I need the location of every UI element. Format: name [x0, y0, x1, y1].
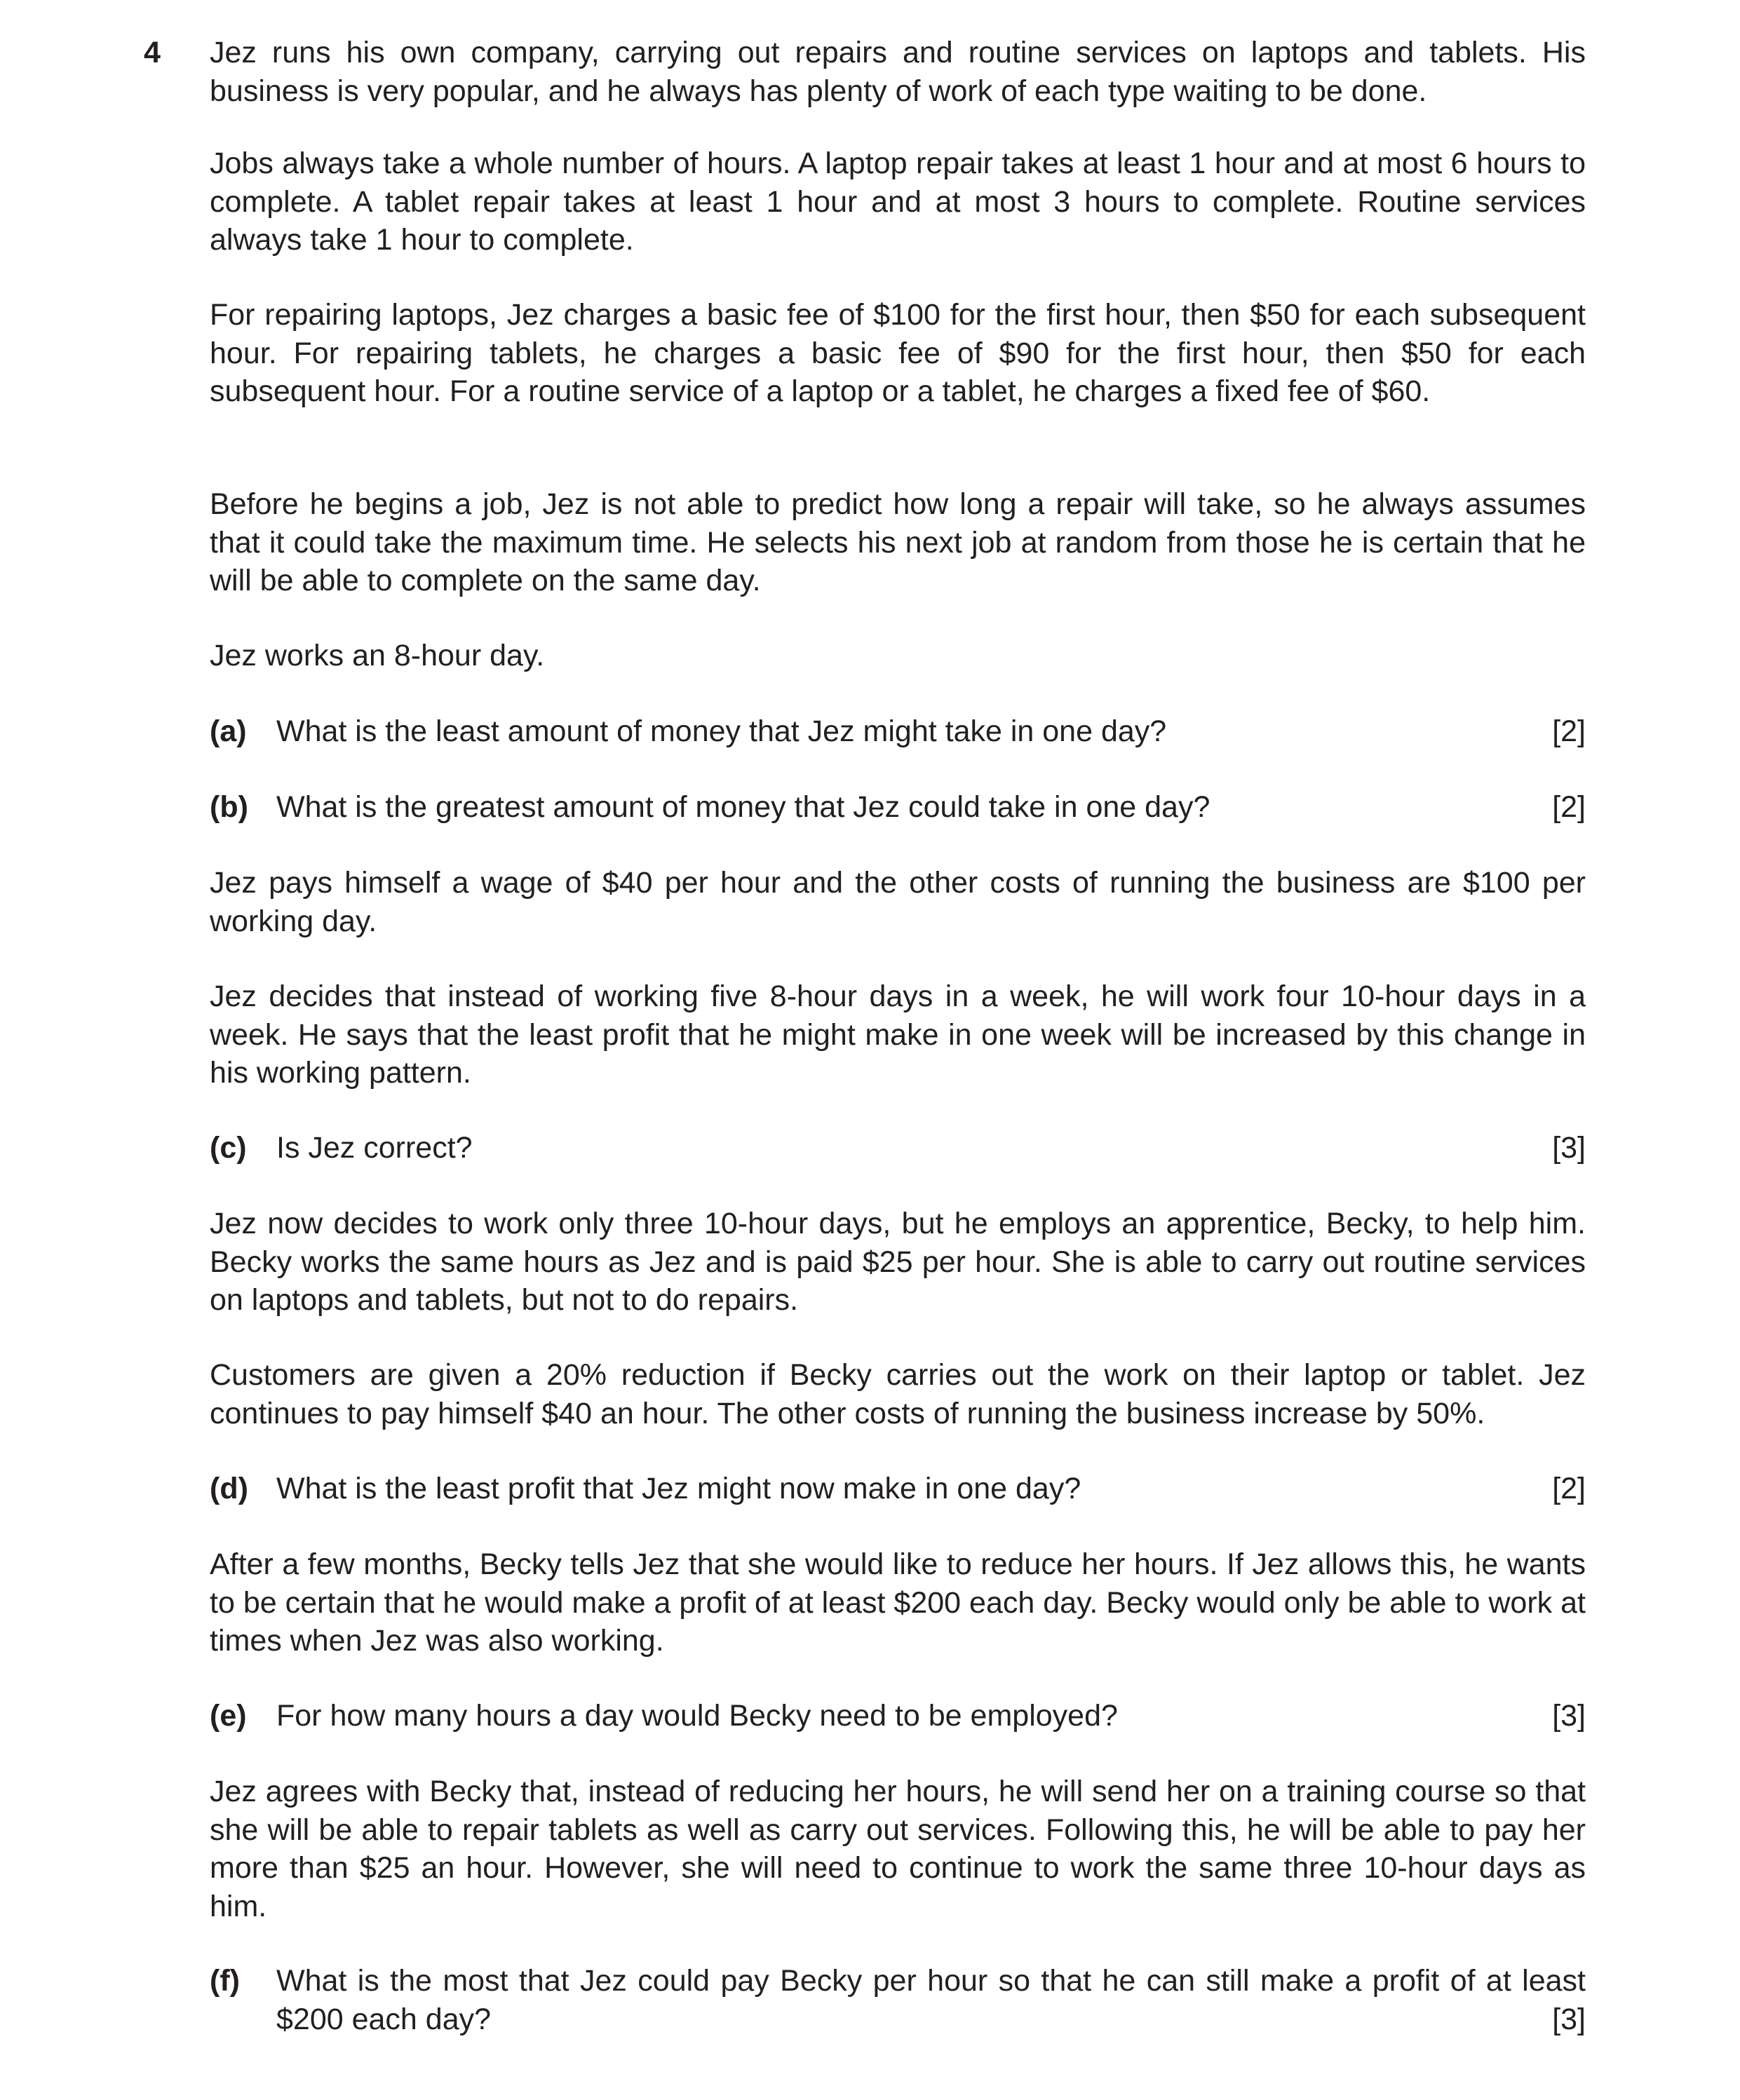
fees-paragraph: For repairing laptops, Jez charges a basic fee of $100 for the first hour, then $50 for each subsequent hour. For repairing tablets, he charges a basic fee of $90 for the first hour, then $50 for each subsequent hour. For a routine service of a laptop or a tablet, he charges a fixed fee of $60.	[210, 298, 1586, 408]
part-c-label: (c)	[210, 1131, 247, 1165]
part-c-text: Is Jez correct?	[276, 1131, 473, 1165]
part-b-marks: [2]	[1552, 790, 1586, 824]
part-a-label: (a)	[210, 714, 247, 748]
question-number: 4	[144, 36, 161, 69]
part-c	[210, 1129, 1586, 1167]
part-b-text: What is the greatest amount of money that Jez could take in one day?	[276, 790, 1210, 824]
part-e	[210, 1697, 1586, 1735]
part-e-text: For how many hours a day would Becky need to be employed?	[276, 1699, 1118, 1733]
part-d-label: (d)	[210, 1472, 248, 1505]
selection-paragraph: Before he begins a job, Jez is not able to predict how long a repair will take, so he always assumes that it could take the maximum time. He selects his next job at random from those he is certain that he will be able to complete on the same day.	[210, 487, 1586, 597]
apprentice-paragraph: Jez now decides to work only three 10-hour days, but he employs an apprentice, Becky, to help him. Becky works the same hours as Jez and is paid $25 per hour. She is able to carry out routine services on laptops and tablets, but not to do repairs.	[210, 1207, 1586, 1317]
part-e-label: (e)	[210, 1699, 247, 1733]
workday-paragraph: Jez works an 8-hour day.	[210, 639, 545, 672]
part-d-text: What is the least profit that Jez might now make in one day?	[276, 1472, 1081, 1505]
part-f-marks: [3]	[1552, 2002, 1586, 2036]
part-d	[210, 1470, 1586, 1508]
part-a-marks: [2]	[1552, 714, 1586, 748]
part-b-label: (b)	[210, 790, 248, 824]
part-d-marks: [2]	[1552, 1472, 1586, 1505]
reduction-paragraph: Customers are given a 20% reduction if Becky carries out the work on their laptop or tablet. Jez continues to pay himself $40 an hour. The other costs of running the business increase by 50%.	[210, 1358, 1586, 1430]
training-paragraph: Jez agrees with Becky that, instead of reducing her hours, he will send her on a training course so that she will be able to repair tablets as well as carry out services. Following this, he will be able to pay her more than $25 an hour. However, she will need to continue to work the same three 10-hour days as him.	[210, 1775, 1586, 1923]
part-e-marks: [3]	[1552, 1699, 1586, 1733]
part-f-label: (f)	[210, 1964, 240, 1998]
jobs-paragraph: Jobs always take a whole number of hours. A laptop repair takes at least 1 hour and at most 6 hours to complete. A tablet repair takes at least 1 hour and at most 3 hours to complete. Routine services always take 1 hour to complete.	[210, 147, 1586, 257]
part-c-marks: [3]	[1552, 1131, 1586, 1165]
intro-paragraph: Jez runs his own company, carrying out repairs and routine services on laptops and tablets. His business is very popular, and he always has plenty of work of each type waiting to be done.	[210, 36, 1586, 108]
part-b	[210, 788, 1586, 827]
new-pattern-paragraph: Jez decides that instead of working five 8-hour days in a week, he will work four 10-hour days in a week. He says that the least profit that he might make in one week will be increased by this change in his working pattern.	[210, 980, 1586, 1090]
part-a	[210, 712, 1586, 751]
part-f-text: What is the most that Jez could pay Becky per hour so that he can still make a profit of at least $200 each day?	[276, 1964, 1586, 2036]
costs-paragraph: Jez pays himself a wage of $40 per hour and the other costs of running the business are $100 per working day.	[210, 866, 1586, 938]
part-a-text: What is the least amount of money that Jez might take in one day?	[276, 714, 1167, 748]
reduce-hours-paragraph: After a few months, Becky tells Jez that she would like to reduce her hours. If Jez allows this, he wants to be certain that he would make a profit of at least $200 each day. Becky would only be able to work at times when Jez was also working.	[210, 1547, 1586, 1658]
